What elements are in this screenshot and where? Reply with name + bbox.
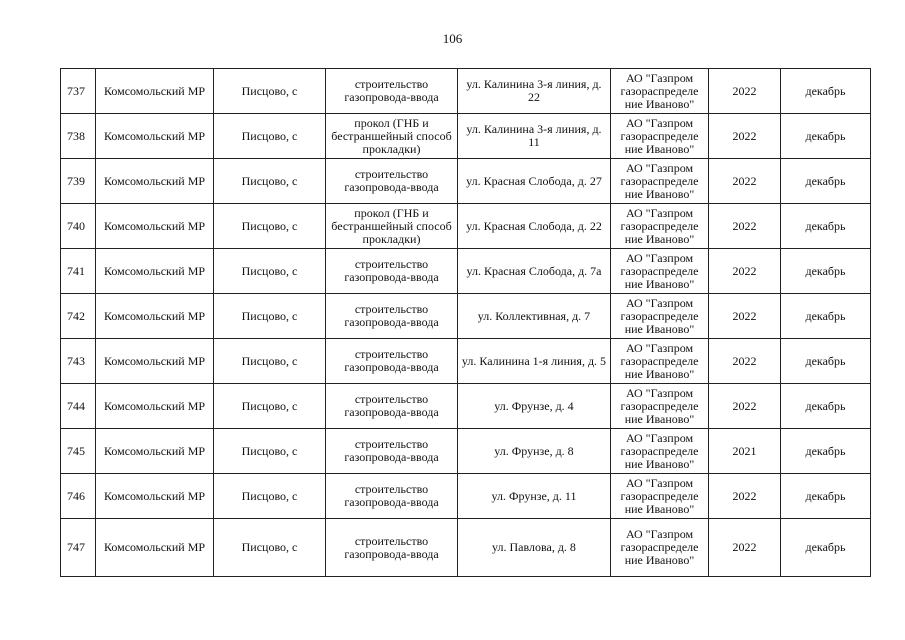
table-row xyxy=(61,519,871,577)
cell-work: строительство газопровода-ввода xyxy=(326,249,458,294)
cell-n: 745 xyxy=(61,429,96,474)
cell-n: 740 xyxy=(61,204,96,249)
cell-work: строительство газопровода-ввода xyxy=(326,339,458,384)
cell-year: 2022 xyxy=(709,69,781,114)
cell-org: АО "Газпром газораспределе ние Иваново" xyxy=(611,114,709,159)
cell-n: 743 xyxy=(61,339,96,384)
cell-address: ул. Красная Слобода, д. 22 xyxy=(458,204,611,249)
cell-org: АО "Газпром газораспределе ние Иваново" xyxy=(611,159,709,204)
table-row xyxy=(61,294,871,339)
cell-n: 746 xyxy=(61,474,96,519)
table-row xyxy=(61,339,871,384)
cell-org: АО "Газпром газораспределе ние Иваново" xyxy=(611,474,709,519)
cell-place: Писцово, с xyxy=(214,249,326,294)
cell-year: 2022 xyxy=(709,294,781,339)
cell-district: Комсомольский МР xyxy=(96,384,214,429)
gasification-table xyxy=(60,68,871,577)
cell-n: 747 xyxy=(61,519,96,577)
table-row xyxy=(61,204,871,249)
cell-work: прокол (ГНБ и бестраншейный способ прокладки) xyxy=(326,114,458,159)
cell-place: Писцово, с xyxy=(214,114,326,159)
cell-address: ул. Калинина 3-я линия, д. 22 xyxy=(458,69,611,114)
cell-org: АО "Газпром газораспределе ние Иваново" xyxy=(611,294,709,339)
cell-month: декабрь xyxy=(781,339,871,384)
table-row xyxy=(61,429,871,474)
cell-district: Комсомольский МР xyxy=(96,429,214,474)
cell-n: 744 xyxy=(61,384,96,429)
cell-n: 738 xyxy=(61,114,96,159)
cell-district: Комсомольский МР xyxy=(96,294,214,339)
cell-org: АО "Газпром газораспределе ние Иваново" xyxy=(611,204,709,249)
cell-district: Комсомольский МР xyxy=(96,474,214,519)
cell-year: 2022 xyxy=(709,159,781,204)
cell-place: Писцово, с xyxy=(214,204,326,249)
cell-place: Писцово, с xyxy=(214,474,326,519)
cell-work: строительство газопровода-ввода xyxy=(326,69,458,114)
cell-month: декабрь xyxy=(781,249,871,294)
cell-place: Писцово, с xyxy=(214,69,326,114)
cell-address: ул. Калинина 3-я линия, д. 11 xyxy=(458,114,611,159)
table-row xyxy=(61,384,871,429)
cell-n: 742 xyxy=(61,294,96,339)
cell-place: Писцово, с xyxy=(214,429,326,474)
cell-place: Писцово, с xyxy=(214,384,326,429)
cell-month: декабрь xyxy=(781,159,871,204)
cell-address: ул. Коллективная, д. 7 xyxy=(458,294,611,339)
page-number: 106 xyxy=(442,31,463,46)
cell-year: 2022 xyxy=(709,339,781,384)
cell-month: декабрь xyxy=(781,294,871,339)
cell-year: 2021 xyxy=(709,429,781,474)
cell-year: 2022 xyxy=(709,474,781,519)
cell-address: ул. Фрунзе, д. 8 xyxy=(458,429,611,474)
cell-district: Комсомольский МР xyxy=(96,519,214,577)
cell-year: 2022 xyxy=(709,384,781,429)
cell-year: 2022 xyxy=(709,114,781,159)
cell-work: прокол (ГНБ и бестраншейный способ прокладки) xyxy=(326,204,458,249)
cell-org: АО "Газпром газораспределе ние Иваново" xyxy=(611,339,709,384)
cell-address: ул. Красная Слобода, д. 7а xyxy=(458,249,611,294)
cell-place: Писцово, с xyxy=(214,339,326,384)
cell-month: декабрь xyxy=(781,114,871,159)
cell-place: Писцово, с xyxy=(214,519,326,577)
cell-address: ул. Калинина 1-я линия, д. 5 xyxy=(458,339,611,384)
cell-org: АО "Газпром газораспределе ние Иваново" xyxy=(611,384,709,429)
cell-org: АО "Газпром газораспределе ние Иваново" xyxy=(611,249,709,294)
cell-n: 739 xyxy=(61,159,96,204)
cell-work: строительство газопровода-ввода xyxy=(326,519,458,577)
table-row xyxy=(61,474,871,519)
cell-place: Писцово, с xyxy=(214,159,326,204)
cell-month: декабрь xyxy=(781,474,871,519)
cell-month: декабрь xyxy=(781,69,871,114)
cell-n: 741 xyxy=(61,249,96,294)
table-row xyxy=(61,114,871,159)
cell-address: ул. Фрунзе, д. 11 xyxy=(458,474,611,519)
cell-place: Писцово, с xyxy=(214,294,326,339)
cell-district: Комсомольский МР xyxy=(96,69,214,114)
cell-address: ул. Павлова, д. 8 xyxy=(458,519,611,577)
cell-address: ул. Красная Слобода, д. 27 xyxy=(458,159,611,204)
table-row xyxy=(61,159,871,204)
cell-district: Комсомольский МР xyxy=(96,204,214,249)
cell-work: строительство газопровода-ввода xyxy=(326,294,458,339)
cell-year: 2022 xyxy=(709,204,781,249)
table-row xyxy=(61,249,871,294)
table-row xyxy=(61,69,871,114)
cell-work: строительство газопровода-ввода xyxy=(326,429,458,474)
cell-org: АО "Газпром газораспределе ние Иваново" xyxy=(611,519,709,577)
cell-month: декабрь xyxy=(781,519,871,577)
cell-month: декабрь xyxy=(781,384,871,429)
cell-work: строительство газопровода-ввода xyxy=(326,474,458,519)
cell-month: декабрь xyxy=(781,429,871,474)
cell-address: ул. Фрунзе, д. 4 xyxy=(458,384,611,429)
cell-year: 2022 xyxy=(709,249,781,294)
cell-n: 737 xyxy=(61,69,96,114)
cell-district: Комсомольский МР xyxy=(96,159,214,204)
cell-year: 2022 xyxy=(709,519,781,577)
cell-district: Комсомольский МР xyxy=(96,249,214,294)
cell-org: АО "Газпром газораспределе ние Иваново" xyxy=(611,429,709,474)
cell-district: Комсомольский МР xyxy=(96,339,214,384)
cell-month: декабрь xyxy=(781,204,871,249)
cell-org: АО "Газпром газораспределе ние Иваново" xyxy=(611,69,709,114)
cell-work: строительство газопровода-ввода xyxy=(326,159,458,204)
cell-work: строительство газопровода-ввода xyxy=(326,384,458,429)
cell-district: Комсомольский МР xyxy=(96,114,214,159)
